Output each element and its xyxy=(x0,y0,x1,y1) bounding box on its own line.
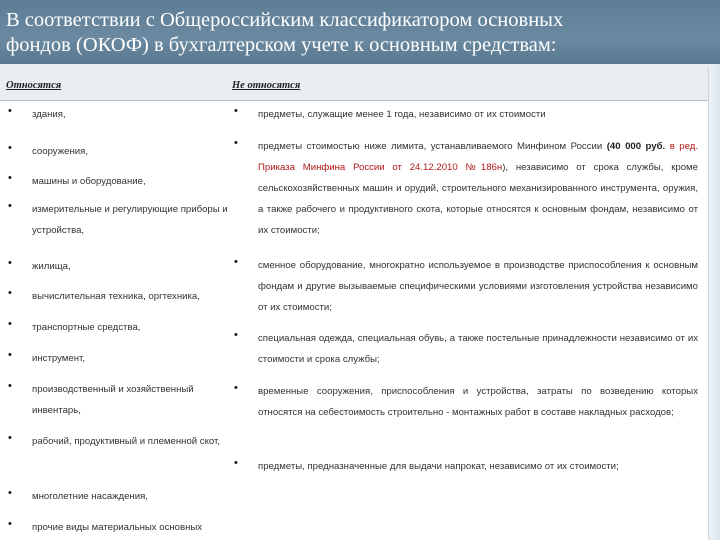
bullet-icon: • xyxy=(8,318,12,330)
amendment-reference[interactable]: в ред. Приказа Минфина России от 24.12.2010 №186н xyxy=(258,141,698,173)
bullet-icon: • xyxy=(234,457,238,469)
bullet-icon: • xyxy=(8,172,12,184)
title-line-2: фондов (ОКОФ) в бухгалтерском учете к основным средствам: xyxy=(6,34,557,56)
list-item: • здания, xyxy=(32,104,228,125)
list-item: • временные сооружения, приспособления и устройства, затраты по возведению которых относятся на себестоимость строительно - монтажных работ в составе накладных расходов; xyxy=(258,381,698,423)
list-item: • многолетние насаждения, xyxy=(32,486,228,507)
bullet-icon: • xyxy=(234,137,238,149)
bullet-icon: • xyxy=(8,257,12,269)
slide-header xyxy=(0,0,720,64)
bullet-icon: • xyxy=(8,518,12,530)
document-page xyxy=(0,66,709,540)
list-item: • производственный и хозяйственный инвентарь, xyxy=(32,379,228,421)
side-strip xyxy=(708,64,720,540)
slide-title xyxy=(6,8,714,58)
bullet-icon: • xyxy=(8,432,12,444)
bullet-icon: • xyxy=(8,142,12,154)
list-item: • сменное оборудование, многократно используемое в производстве приспособления к основным фондам и другие вызываемые специфическими условиями изготовления устройства независимо от их стоимости; xyxy=(258,255,698,318)
bullet-icon: • xyxy=(234,105,238,117)
limit-value: (40 000 руб. xyxy=(606,141,666,152)
list-item: • специальная одежда, специальная обувь, а также постельные принадлежности независимо от их стоимости и срока службы; xyxy=(258,328,698,370)
bullet-icon: • xyxy=(8,349,12,361)
bullet-icon: • xyxy=(234,256,238,268)
list-item: • машины и оборудование, xyxy=(32,171,228,192)
header-excluded: Не относятся xyxy=(232,80,301,91)
list-item: • сооружения, xyxy=(32,141,228,162)
list-item: • жилища, xyxy=(32,256,228,277)
bullet-icon: • xyxy=(8,287,12,299)
list-item: • вычислительная техника, оргтехника, xyxy=(32,286,228,307)
bullet-icon: • xyxy=(234,382,238,394)
bullet-icon: • xyxy=(8,105,12,117)
list-item: • транспортные средства, xyxy=(32,317,228,338)
list-item: • предметы, предназначенные для выдачи напрокат, независимо от их стоимости; xyxy=(258,456,698,477)
bullet-icon: • xyxy=(8,200,12,212)
list-item: • предметы стоимостью ниже лимита, устанавливаемого Минфином России (40 000 руб. в ред. Приказа Минфина России от 24.12.2010 №186н), независимо от срока службы, кроме сельскохозяйственных машин и орудий, строительного механизированного инструмента, оружия, а также рабочего и продуктивного скота, которые относятся к основным фондам, независимо от их стоимости; xyxy=(258,136,698,241)
list-item: • инструмент, xyxy=(32,348,228,369)
list-item: • измерительные и регулирующие приборы и устройства, xyxy=(32,199,228,241)
bullet-icon: • xyxy=(234,329,238,341)
list-item: • рабочий, продуктивный и племенной скот, xyxy=(32,431,228,452)
header-included: Относятся xyxy=(6,80,62,91)
table-header xyxy=(0,66,708,101)
title-line-1: В соответствии с Общероссийским классификатором основных xyxy=(6,9,564,31)
bullet-icon: • xyxy=(8,380,12,392)
bullet-icon: • xyxy=(8,487,12,499)
list-item: • прочие виды материальных основных xyxy=(32,517,228,538)
list-item: • предметы, служащие менее 1 года, независимо от их стоимости xyxy=(258,104,698,125)
